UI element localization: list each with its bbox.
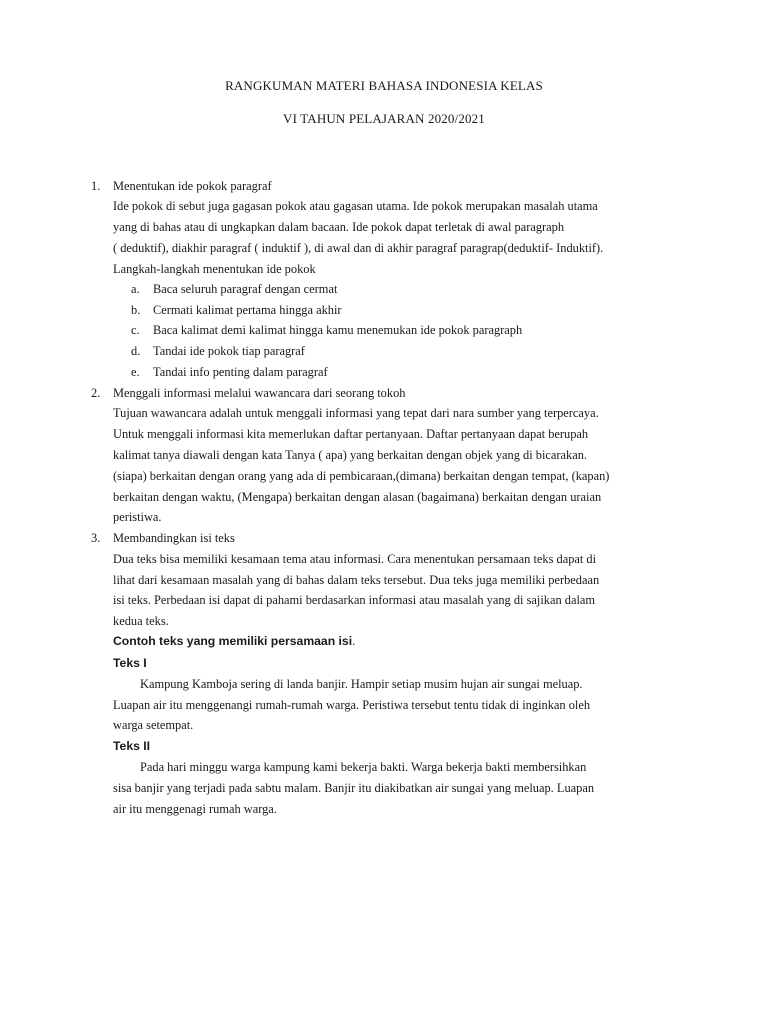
- document-title-line-1: RANGKUMAN MATERI BAHASA INDONESIA KELAS: [225, 78, 543, 93]
- section-3-body-line: lihat dari kesamaan masalah yang di bahas dalam teks tersebut. Dua teks juga memiliki perbedaan: [113, 573, 600, 587]
- step-text: Baca seluruh paragraf dengan cermat: [153, 282, 338, 296]
- section-3-body-line: kedua teks.: [113, 614, 169, 628]
- section-1-body-line: Ide pokok di sebut juga gagasan pokok atau gagasan utama. Ide pokok merupakan masalah utama: [113, 199, 598, 213]
- section-1-body-line: ( deduktif), diakhir paragraf ( induktif ), di awal dan di akhir paragraf paragrap(deduktif- Induktif).: [113, 241, 604, 255]
- section-1-heading: Menentukan ide pokok paragraf: [113, 179, 272, 193]
- teks-1-line: warga setempat.: [113, 718, 194, 732]
- step-text: Tandai info penting dalam paragraf: [153, 365, 328, 379]
- section-1-number: 1.: [91, 179, 101, 193]
- text-label-teks-2: Teks II: [113, 739, 151, 753]
- section-2-heading: Menggali informasi melalui wawancara dari seorang tokoh: [113, 386, 406, 400]
- step-text: Tandai ide pokok tiap paragraf: [153, 344, 305, 358]
- step-letter: e.: [131, 365, 140, 379]
- step-letter: a.: [131, 282, 140, 296]
- section-3-number: 3.: [91, 531, 101, 545]
- section-1-body-line: Langkah-langkah menentukan ide pokok: [113, 262, 316, 276]
- text-label-teks-1: Teks I: [113, 656, 147, 670]
- section-2-number: 2.: [91, 386, 101, 400]
- section-2-body-line: kalimat tanya diawali dengan kata Tanya ( apa) yang berkaitan dengan objek yang di bicarakan.: [113, 448, 588, 462]
- step-letter: d.: [131, 344, 141, 358]
- step-letter: c.: [131, 323, 140, 337]
- step-text: Cermati kalimat pertama hingga akhir: [153, 303, 342, 317]
- section-2-body-line: peristiwa.: [113, 510, 162, 524]
- section-2-body-line: Untuk menggali informasi kita memerlukan daftar pertanyaan. Daftar pertanyaan dapat berupah: [113, 427, 589, 441]
- section-3-body-line: isi teks. Perbedaan isi dapat di pahami berdasarkan informasi atau masalah yang di sajikan dalam: [113, 593, 596, 607]
- teks-1-line: Luapan air itu menggenangi rumah-rumah warga. Peristiwa tersebut tentu tidak di inginkan oleh: [113, 698, 591, 712]
- step-letter: b.: [131, 303, 141, 317]
- step-text: Baca kalimat demi kalimat hingga kamu menemukan ide pokok paragraph: [153, 323, 523, 337]
- section-1-body-line: yang di bahas atau di ungkapkan dalam bacaan. Ide pokok dapat terletak di awal paragraph: [113, 220, 565, 234]
- section-2-body-line: berkaitan dengan waktu, (Mengapa) berkaitan dengan alasan (bagaimana) berkaitan dengan uraian: [113, 490, 602, 504]
- example-heading-suffix: .: [352, 634, 356, 648]
- example-heading-text: Contoh teks yang memiliki persamaan isi: [113, 634, 353, 648]
- teks-2-line: Pada hari minggu warga kampung kami bekerja bakti. Warga bekerja bakti membersihkan: [140, 760, 587, 774]
- example-heading: [113, 633, 355, 649]
- section-3-body-line: Dua teks bisa memiliki kesamaan tema atau informasi. Cara menentukan persamaan teks dapat di: [113, 552, 597, 566]
- section-2-body-line: Tujuan wawancara adalah untuk menggali informasi yang tepat dari nara sumber yang terpercaya.: [113, 406, 599, 420]
- teks-2-line: sisa banjir yang terjadi pada sabtu malam. Banjir itu diakibatkan air sungai yang meluap. Luapan: [113, 781, 595, 795]
- section-3-heading: Membandingkan isi teks: [113, 531, 235, 545]
- document-title-line-2: VI TAHUN PELAJARAN 2020/2021: [283, 111, 485, 126]
- teks-1-line: Kampung Kamboja sering di landa banjir. Hampir setiap musim hujan air sungai meluap.: [140, 677, 583, 691]
- section-2-body-line: (siapa) berkaitan dengan orang yang ada di pembicaraan,(dimana) berkaitan dengan tempat, (kapan): [113, 469, 610, 483]
- teks-2-line: air itu menggenagi rumah warga.: [113, 802, 277, 816]
